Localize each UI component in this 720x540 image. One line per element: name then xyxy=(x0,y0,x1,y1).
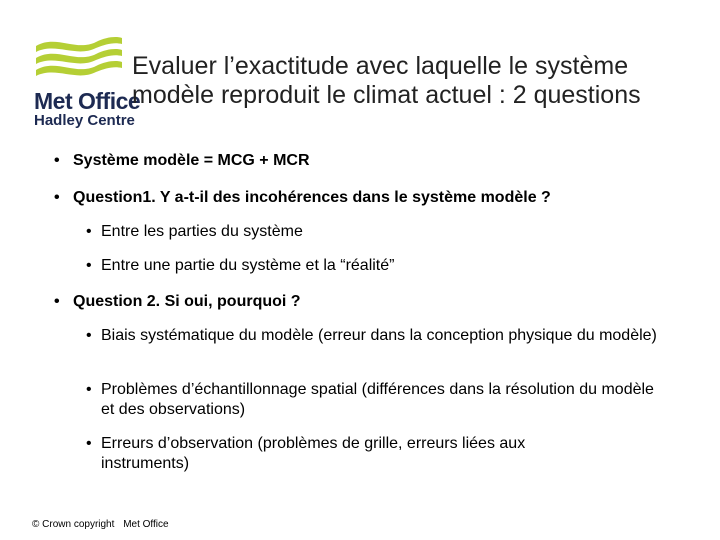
bullet-1 xyxy=(54,151,693,171)
footer xyxy=(32,519,175,530)
bullet-3-sub-2 xyxy=(86,380,671,420)
bullet-2-sub-1-text: Entre les parties du système xyxy=(101,223,303,240)
bullet-2-sub-1 xyxy=(86,222,681,242)
wave-logo-icon xyxy=(30,32,126,88)
bullet-3-sub-3-text: Erreurs d’observation (problèmes de grille, erreurs liées aux instruments) xyxy=(101,435,526,472)
bullet-dot: • xyxy=(54,152,60,169)
bullet-dot: • xyxy=(86,381,92,398)
title-line-2: modèle reproduit le climat actuel : 2 questions xyxy=(132,81,641,109)
bullet-dot: • xyxy=(54,189,60,206)
bullet-dot: • xyxy=(54,293,60,310)
bullet-2-text: Question1. Y a-t-il des incohérences dans le système modèle ? xyxy=(73,189,551,206)
footer-org: Met Office xyxy=(123,519,169,530)
bullet-3-sub-3 xyxy=(86,434,601,474)
logo-name: Met Office xyxy=(34,88,141,114)
bullet-dot: • xyxy=(86,327,92,344)
bullet-dot: • xyxy=(86,223,92,240)
met-office-logo xyxy=(30,32,141,129)
bullet-3-sub-2-text: Problèmes d’échantillonnage spatial (différences dans la résolution du modèle et des observations) xyxy=(101,381,654,418)
bullet-dot: • xyxy=(86,257,92,274)
bullet-dot: • xyxy=(86,435,92,452)
footer-copyright: © Crown copyright xyxy=(32,519,115,530)
bullet-3-sub-1 xyxy=(86,326,671,346)
logo-subname: Hadley Centre xyxy=(34,112,135,129)
bullet-2 xyxy=(54,188,693,208)
bullet-3-text: Question 2. Si oui, pourquoi ? xyxy=(73,293,301,310)
slide-title xyxy=(132,52,712,110)
bullet-1-text: Système modèle = MCG + MCR xyxy=(73,152,310,169)
bullet-2-sub-2-text: Entre une partie du système et la “réalité” xyxy=(101,257,395,274)
bullet-2-sub-2 xyxy=(86,256,681,276)
bullet-3-sub-1-text: Biais systématique du modèle (erreur dans la conception physique du modèle) xyxy=(101,327,657,344)
title-line-1: Evaluer l’exactitude avec laquelle le système xyxy=(132,52,629,80)
bullet-3 xyxy=(54,292,693,312)
